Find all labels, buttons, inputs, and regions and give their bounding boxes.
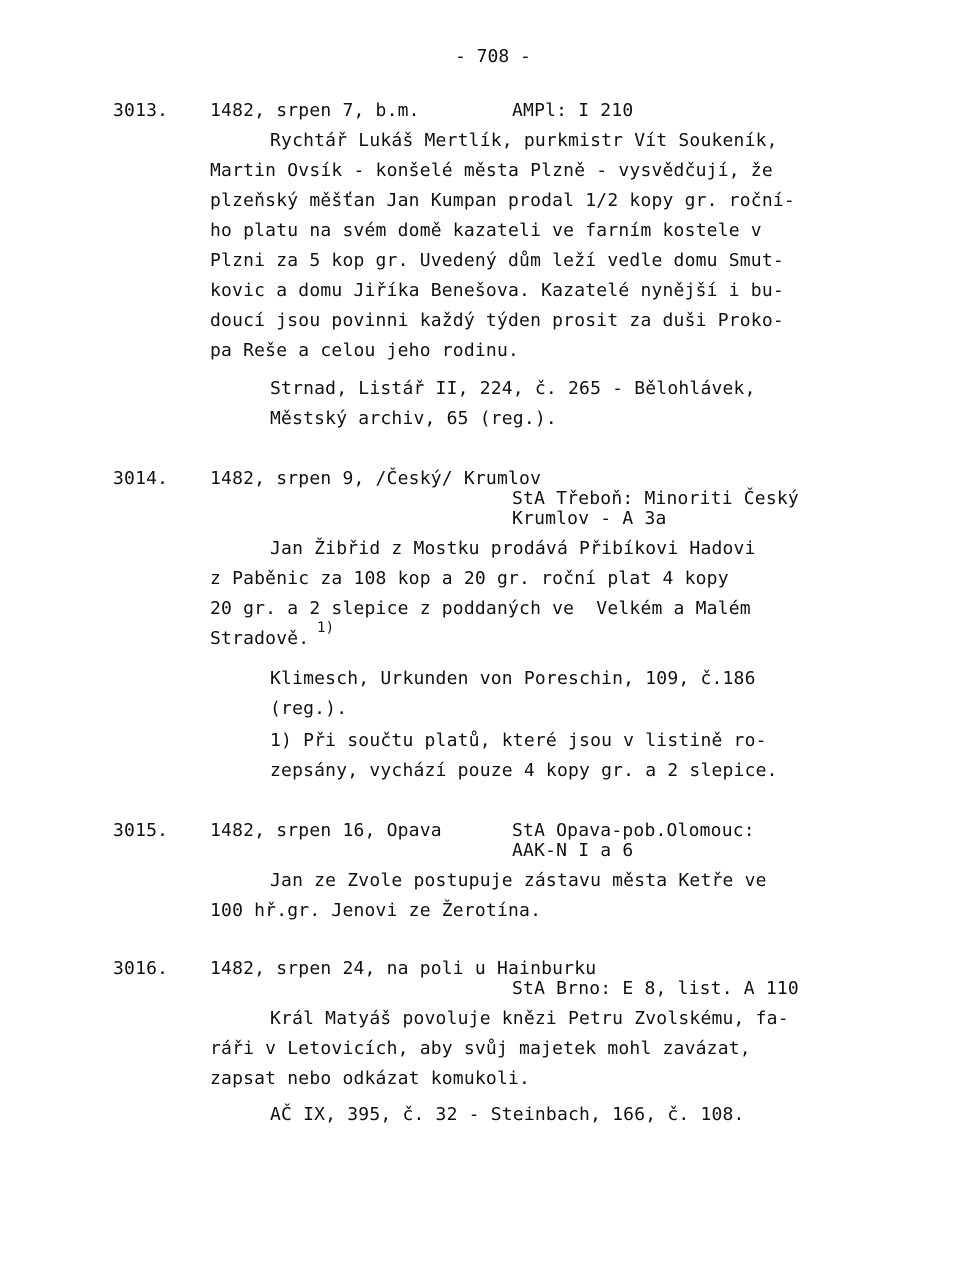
body-line: kovic a domu Jiříka Benešova. Kazatelé nynější i bu- [210,280,784,301]
body-line: Jan ze Zvole postupuje zástavu města Ketře ve [270,870,767,891]
body-line: Rychtář Lukáš Mertlík, purkmistr Vít Soukeník, [270,130,778,151]
reference-line: AČ IX, 395, č. 32 - Steinbach, 166, č. 108. [270,1104,745,1125]
body-line: zapsat nebo odkázat komukoli. [210,1068,531,1089]
entry-heading: 1482, srpen 9, /Český/ Krumlov [210,468,542,489]
entry-number: 3016. [113,958,169,979]
body-line: Martin Ovsík - konšelé města Plzně - vysvědčují, že [210,160,773,181]
archive-signature: Krumlov - A 3a [512,508,667,529]
body-line: ráři v Letovicích, aby svůj majetek mohl zavázat, [210,1038,751,1059]
body-line: Jan Žibřid z Mostku prodává Přibíkovi Hadovi [270,538,756,559]
footnote-line: zepsány, vychází pouze 4 kopy gr. a 2 slepice. [270,760,778,781]
reference-line: Strnad, Listář II, 224, č. 265 - Bělohlávek, [270,378,756,399]
reference-line: Městský archiv, 65 (reg.). [270,408,557,429]
entry-number: 3014. [113,468,169,489]
body-line: 20 gr. a 2 slepice z poddaných ve Velkém a Malém [210,598,751,619]
archive-signature: AMPl: I 210 [512,100,634,121]
entry-number: 3015. [113,820,169,841]
reference-line: (reg.). [270,698,348,719]
body-line: doucí jsou povinni každý týden prosit za duši Proko- [210,310,784,331]
entry-number: 3013. [113,100,169,121]
body-line: pa Reše a celou jeho rodinu. [210,340,520,361]
archive-signature: StA Třeboň: Minoriti Český [512,488,799,509]
entry-heading: 1482, srpen 16, Opava [210,820,442,841]
entry-heading: 1482, srpen 24, na poli u Hainburku [210,958,597,979]
body-line: 100 hř.gr. Jenovi ze Žerotína. [210,900,542,921]
body-line: Stradově. [210,628,310,649]
body-line: z Paběnic za 108 kop a 20 gr. roční plat 4 kopy [210,568,729,589]
entry-heading: 1482, srpen 7, b.m. [210,100,420,121]
footnote-marker: 1) [317,620,335,636]
footnote-line: 1) Při součtu platů, které jsou v listině ro- [270,730,767,751]
body-line: ho platu na svém domě kazateli ve farním kostele v [210,220,762,241]
body-line: Plzni za 5 kop gr. Uvedený dům leží vedle domu Smut- [210,250,784,271]
body-line: Král Matyáš povoluje knězi Petru Zvolskému, fa- [270,1008,789,1029]
archive-signature: StA Brno: E 8, list. A 110 [512,978,799,999]
body-line: plzeňský měšťan Jan Kumpan prodal 1/2 kopy gr. roční- [210,190,795,211]
archive-signature: AAK-N I a 6 [512,840,634,861]
page-number: - 708 - [455,46,531,67]
reference-line: Klimesch, Urkunden von Poreschin, 109, č.186 [270,668,756,689]
archive-signature: StA Opava-pob.Olomouc: [512,820,755,841]
